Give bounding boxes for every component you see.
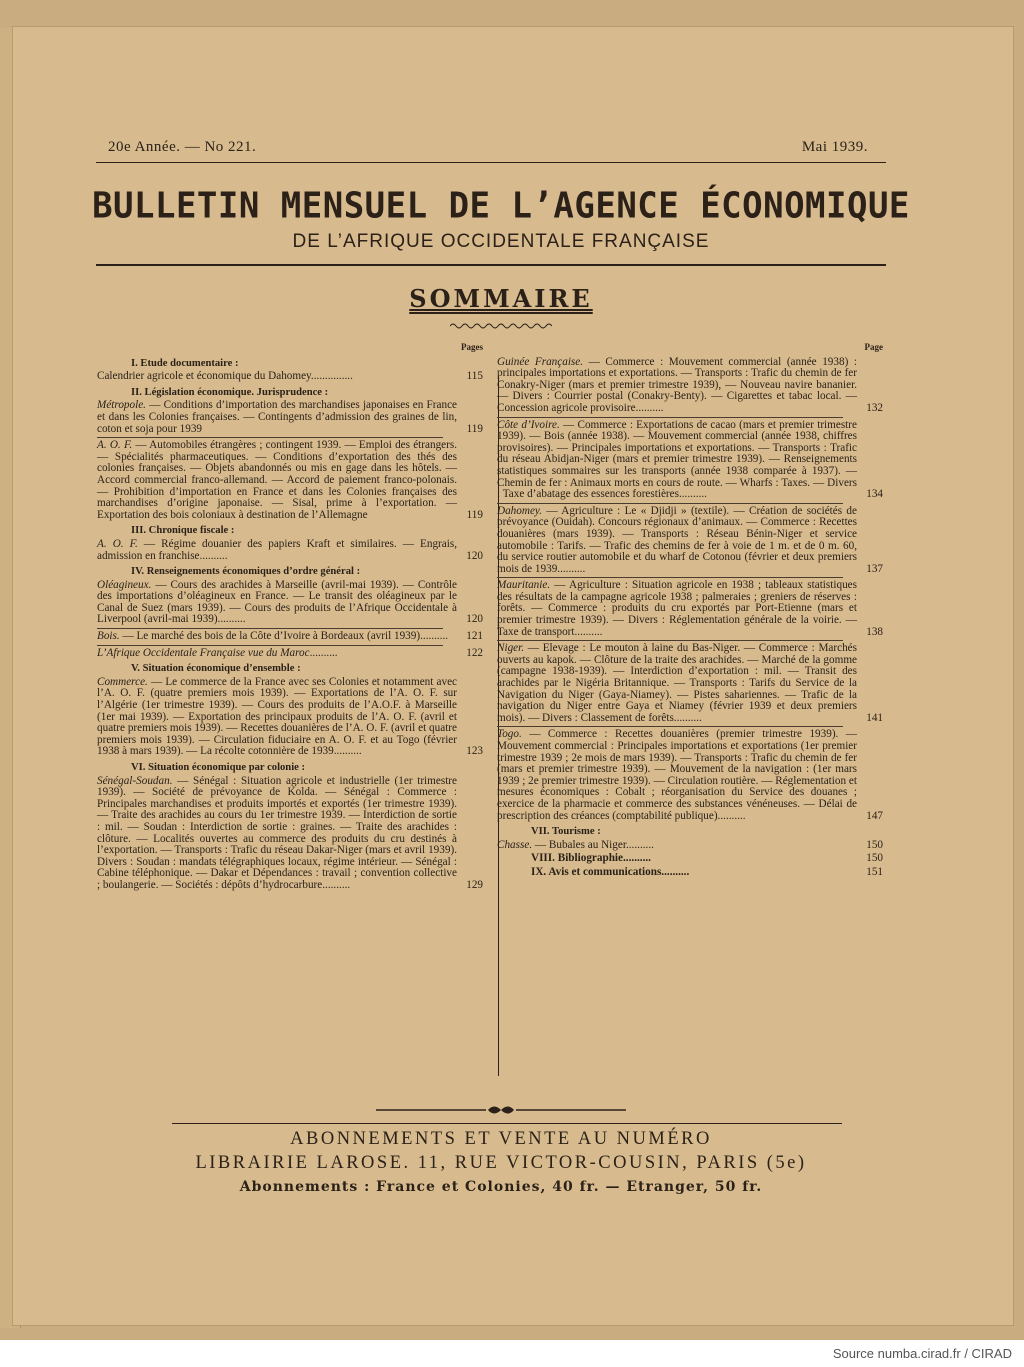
title-rule	[96, 264, 886, 266]
toc-entry	[97, 648, 483, 660]
toc-entry	[97, 677, 483, 758]
page-number: 138	[866, 625, 883, 638]
page-number: 119	[466, 508, 483, 521]
page-number: 150	[866, 852, 883, 865]
pages-label: Pages	[461, 342, 483, 352]
entry-text: — Commerce : Exportations de cacao (mars et premier trimestre 1939). — Bois (année 1938). — Mouvement commercial (année 1938, chiffres provisoires). — Principales importations et exportations. — Transports : Trafic du réseau Abidjan-Niger (mars et premier trimestre 1939). — Renseignements statistiques sommaires sur les transports (année 1938 comparée à 1937). — Chemin de fer : Animaux morts en cours de route. — Wharfs : Taxes. — Divers : Taxe d’abatage des essences forestières..........	[497, 418, 857, 501]
page-number: 137	[866, 562, 883, 575]
entry-divider	[97, 628, 443, 629]
toc-entry	[97, 440, 483, 521]
entry-lead: Bois.	[97, 630, 120, 643]
issue-date: Mai 1939.	[801, 139, 868, 155]
toc-entry	[497, 357, 883, 415]
section-title: III. Chronique fiscale :	[131, 525, 235, 537]
bulletin-subtitle: DE L’AFRIQUE OCCIDENTALE FRANÇAISE	[292, 231, 710, 252]
issue-number: 20e Année. — No 221.	[108, 139, 257, 155]
toc-entry	[497, 643, 883, 724]
entry-divider	[497, 726, 843, 727]
header-rule	[96, 162, 886, 163]
entry-text: — Cours des arachides à Marseille (avril-mai 1939). — Contrôle des importations d’oléagineux en France. — Le transit des oléagineux par le Canal de Suez (mars 1939). — Cours des produits de l’Afrique Occidentale à Liverpool (avril-mai 1939)..........	[97, 578, 457, 626]
entry-lead: Chasse.	[497, 838, 533, 851]
entry-text: — Automobiles étrangères ; contingent 1939. — Emploi des étrangers. — Spécialités pharmaceutiques. — Conditions d’exportation des thés des colonies françaises. — Objets abandonnés ou mis en gage dans les hôtels. — Accord commercial franco-allemand. — Accord de paiement franco-polonais. — Prohibition d’importation en France et dans les Colonies françaises des marchandises d’origine japonaise. — Sisal, prime à l’exportation. — Exportation des bois coloniaux à destination de l’Allemagne	[97, 439, 457, 521]
toc-entry	[497, 840, 883, 852]
subscription-prices: Abonnements : France et Colonies, 40 fr. — Etranger, 50 fr.	[239, 1179, 763, 1195]
entry-text: — Bubales au Niger..........	[532, 838, 654, 851]
toc-entry	[497, 580, 883, 638]
entry-lead: Niger.	[497, 642, 525, 655]
squiggle-ornament	[450, 322, 552, 330]
entry-text: ..........	[309, 646, 338, 659]
toc-entry	[97, 371, 483, 383]
footer-ornament	[376, 1103, 626, 1117]
entry-text: IX. Avis et communications..........	[531, 865, 690, 878]
toc-entry	[497, 729, 883, 822]
entry-divider	[497, 577, 843, 578]
page-number: 150	[866, 838, 883, 851]
entry-lead: Sénégal-Soudan.	[97, 774, 173, 787]
page-number: 147	[866, 809, 883, 822]
page-number: 115	[466, 370, 483, 383]
toc-entry	[497, 506, 883, 576]
entry-lead: Métropole.	[97, 399, 146, 412]
page-number: 120	[466, 549, 483, 562]
entry-divider	[497, 640, 843, 641]
entry-text: — Elevage : Le mouton à laine du Bas-Niger. — Commerce : Marchés ouverts au kapok. — Clôture de la traite des arachides. — Marché de la gomme (campagne 1938-1939). — Interdiction d’exportation : mil. — Transit des arachides par le Nigéria Britannique. — Transports : Tarifs du Service de la Navigation du Niger (Gaya-Niamey). — Pistes sahariennes. — Trafic de la navigation du Niger entre Gaya et Niamey (février 1939 et deux premiers mois). — Divers : Classement de forêts..........	[497, 642, 857, 724]
source-credit: Source numba.cirad.fr / CIRAD	[832, 1346, 1012, 1361]
section-title: VI. Situation économique par colonie :	[131, 762, 306, 773]
left-column	[97, 342, 483, 892]
footer-rule-top	[172, 1123, 842, 1124]
section-title: VII. Tourisme :	[531, 826, 601, 838]
page-number: 119	[466, 422, 483, 435]
page-number: 129	[466, 878, 483, 891]
page-number: 120	[466, 613, 483, 626]
entry-text: — Régime douanier des papiers Kraft et similaires. — Engrais, admission en franchise..........	[97, 537, 457, 562]
page-number: 123	[466, 745, 483, 758]
pages-label: Page	[864, 342, 883, 352]
entry-text: Calendrier agricole et économique du Dahomey...............	[97, 370, 353, 383]
page-number: 134	[866, 488, 883, 501]
entry-lead: Côte d’Ivoire.	[497, 418, 560, 431]
entry-divider	[97, 437, 443, 438]
entry-lead: Dahomey.	[497, 504, 543, 517]
entry-text: — Commerce : Mouvement commercial (année 1938) : principales importations et exportations. — Transports : Trafic du chemin de fer Conakry-Niger (mars et premier trimestre 1939), — Nouveau navire bananier. — Divers : Courrier postal (Conakry-Benty). — Cigarettes et tabac local. — Concession agricole provisoire..........	[497, 355, 858, 414]
entry-text: — Le marché des bois de la Côte d’Ivoire à Bordeaux (avril 1939)..........	[119, 630, 449, 643]
toc-entry	[97, 776, 483, 892]
entry-text: — Agriculture : Situation agricole en 1938 ; tableaux statistiques des résultats de la campagne agricole 1938 ; palmeraies ; greniers de réserves : forêts. — Commerce : produits du cru exportés par Port-Etienne (mars et premier trimestre 1939). — Divers : Réglementation générale de la voirie. — Taxe de transport..........	[497, 579, 857, 638]
entry-lead: Oléagineux.	[97, 578, 152, 591]
section-title: IV. Renseignements économiques d’ordre général :	[131, 566, 361, 578]
section-title: I. Etude documentaire :	[131, 357, 239, 369]
section-entry	[497, 853, 883, 865]
entry-text: — Conditions d’importation des marchandises japonaises en France et dans les Colonies françaises. — Contingents d’admission des graines de lin, coton et soja pour 1939	[97, 399, 457, 435]
section-title: V. Situation économique d’ensemble :	[131, 663, 301, 675]
entry-lead: L’Afrique Occidentale Française vue du Maroc	[97, 646, 310, 659]
toc-entry	[97, 631, 483, 643]
right-column	[497, 342, 883, 879]
entry-lead: A. O. F.	[97, 537, 138, 550]
page-number: 121	[466, 630, 483, 643]
section-title: II. Législation économique. Jurisprudence :	[131, 386, 329, 398]
page-number: 132	[866, 401, 883, 414]
entry-text: — Agriculture : Le « Djidji » (textile). — Création de sociétés de prévoyance (Ouidah). Concours régionaux d’animaux. — Commerce : Recettes douanières (mars 1939). — Transports : Réseau Bénin-Niger et service automobile : Tarifs. — Trafic des chemins de fer à voie de 1 m. et de 0 m. 60, du service routier automobile et du wharf de Cotonou (février et deux premiers mois de 1939..........	[497, 504, 857, 575]
entry-text: — Le commerce de la France avec ses Colonies et notamment avec l’A. O. F. (quatre premiers mois 1939). — Exportations de l’A. O. F. sur l’Algérie (1er trimestre 1939). — Cours des produits de l’A.O.F. à Marseille (1er mai 1939). — Exportation des principaux produits de l’A. O. F. (avril et quatre premiers mois 1939). — Recettes douanières de l’A. O. F. (avril et quatre premiers mois 1939). — Circulation fiduciaire en A. O. F. et au Togo (février 1938 à mars 1939). — La récolte cotonnière de 1939..........	[97, 675, 457, 758]
toc-entry	[97, 400, 483, 435]
sommaire-heading: SOMMAIRE	[409, 284, 593, 313]
entry-lead: A. O. F.	[97, 439, 133, 452]
entry-divider	[97, 645, 443, 646]
bulletin-title: BULLETIN MENSUEL DE L’AGENCE ÉCONOMIQUE	[92, 185, 910, 227]
subscription-heading: ABONNEMENTS ET VENTE AU NUMÉRO	[290, 1129, 712, 1149]
page-number: 141	[866, 711, 883, 724]
toc-entry	[497, 420, 883, 501]
document-page	[12, 26, 1014, 1326]
page-number: 151	[866, 865, 883, 878]
entry-text: — Sénégal : Situation agricole et industrielle (1er trimestre 1939). — Société de prévoyance de Kolda. — Sénégal : Commerce : Principales marchandises et produits importés et exportés (1er trimestre 1939). — Traite des arachides au cours du 1er trimestre 1939. — Interdiction de sortie : mil. — Soudan : Interdiction de sortie : graines. — Traite des arachides : clôture. — Localités ouvertes au commerce des produits du cru destinés à l’exportation. — Transports : Trafic du réseau Dakar-Niger (mars et avril 1939). Divers : Soudan : mandats télégraphiques locaux, régime intérieur. — Sénégal : Cabine téléphonique. — Dakar et Dépendances : travail ; convention collective ; boulangerie. — Sociétés : dépôts d’hydrocarbure..........	[97, 774, 457, 891]
toc-entry	[97, 580, 483, 626]
entry-lead: Commerce.	[97, 675, 148, 688]
entry-divider	[497, 417, 843, 418]
entry-text: VIII. Bibliographie..........	[531, 852, 651, 865]
publisher-address: LIBRAIRIE LAROSE. 11, RUE VICTOR-COUSIN, PARIS (5e)	[195, 1153, 807, 1173]
entry-text: — Commerce : Recettes douanières (premier trimestre 1939). — Mouvement commercial : Principales importations et exportations (1er premier trimestre 1939 ; 2e mois de mars 1939). — Transports : Trafic du chemin de fer (mars et premier trimestre 1939). — Mouvement de la navigation : (1er mars 1939 ; 2e premier trimestre 1939). — Circulation routière. — Réglementation et mesures économiques : Cobalt ; réorganisation du Service des douanes ; exercice de la pharmacie et commerce des substances vénéneuses. — Délai de prescription des créances (comptabilité publique)..........	[497, 728, 857, 822]
entry-divider	[497, 503, 843, 504]
toc-entry	[97, 539, 483, 562]
page-number: 122	[466, 646, 483, 659]
entry-lead: Guinée Française.	[497, 355, 584, 368]
entry-lead: Mauritanie.	[497, 579, 551, 592]
entry-lead: Togo.	[497, 728, 522, 741]
section-entry	[497, 867, 883, 879]
